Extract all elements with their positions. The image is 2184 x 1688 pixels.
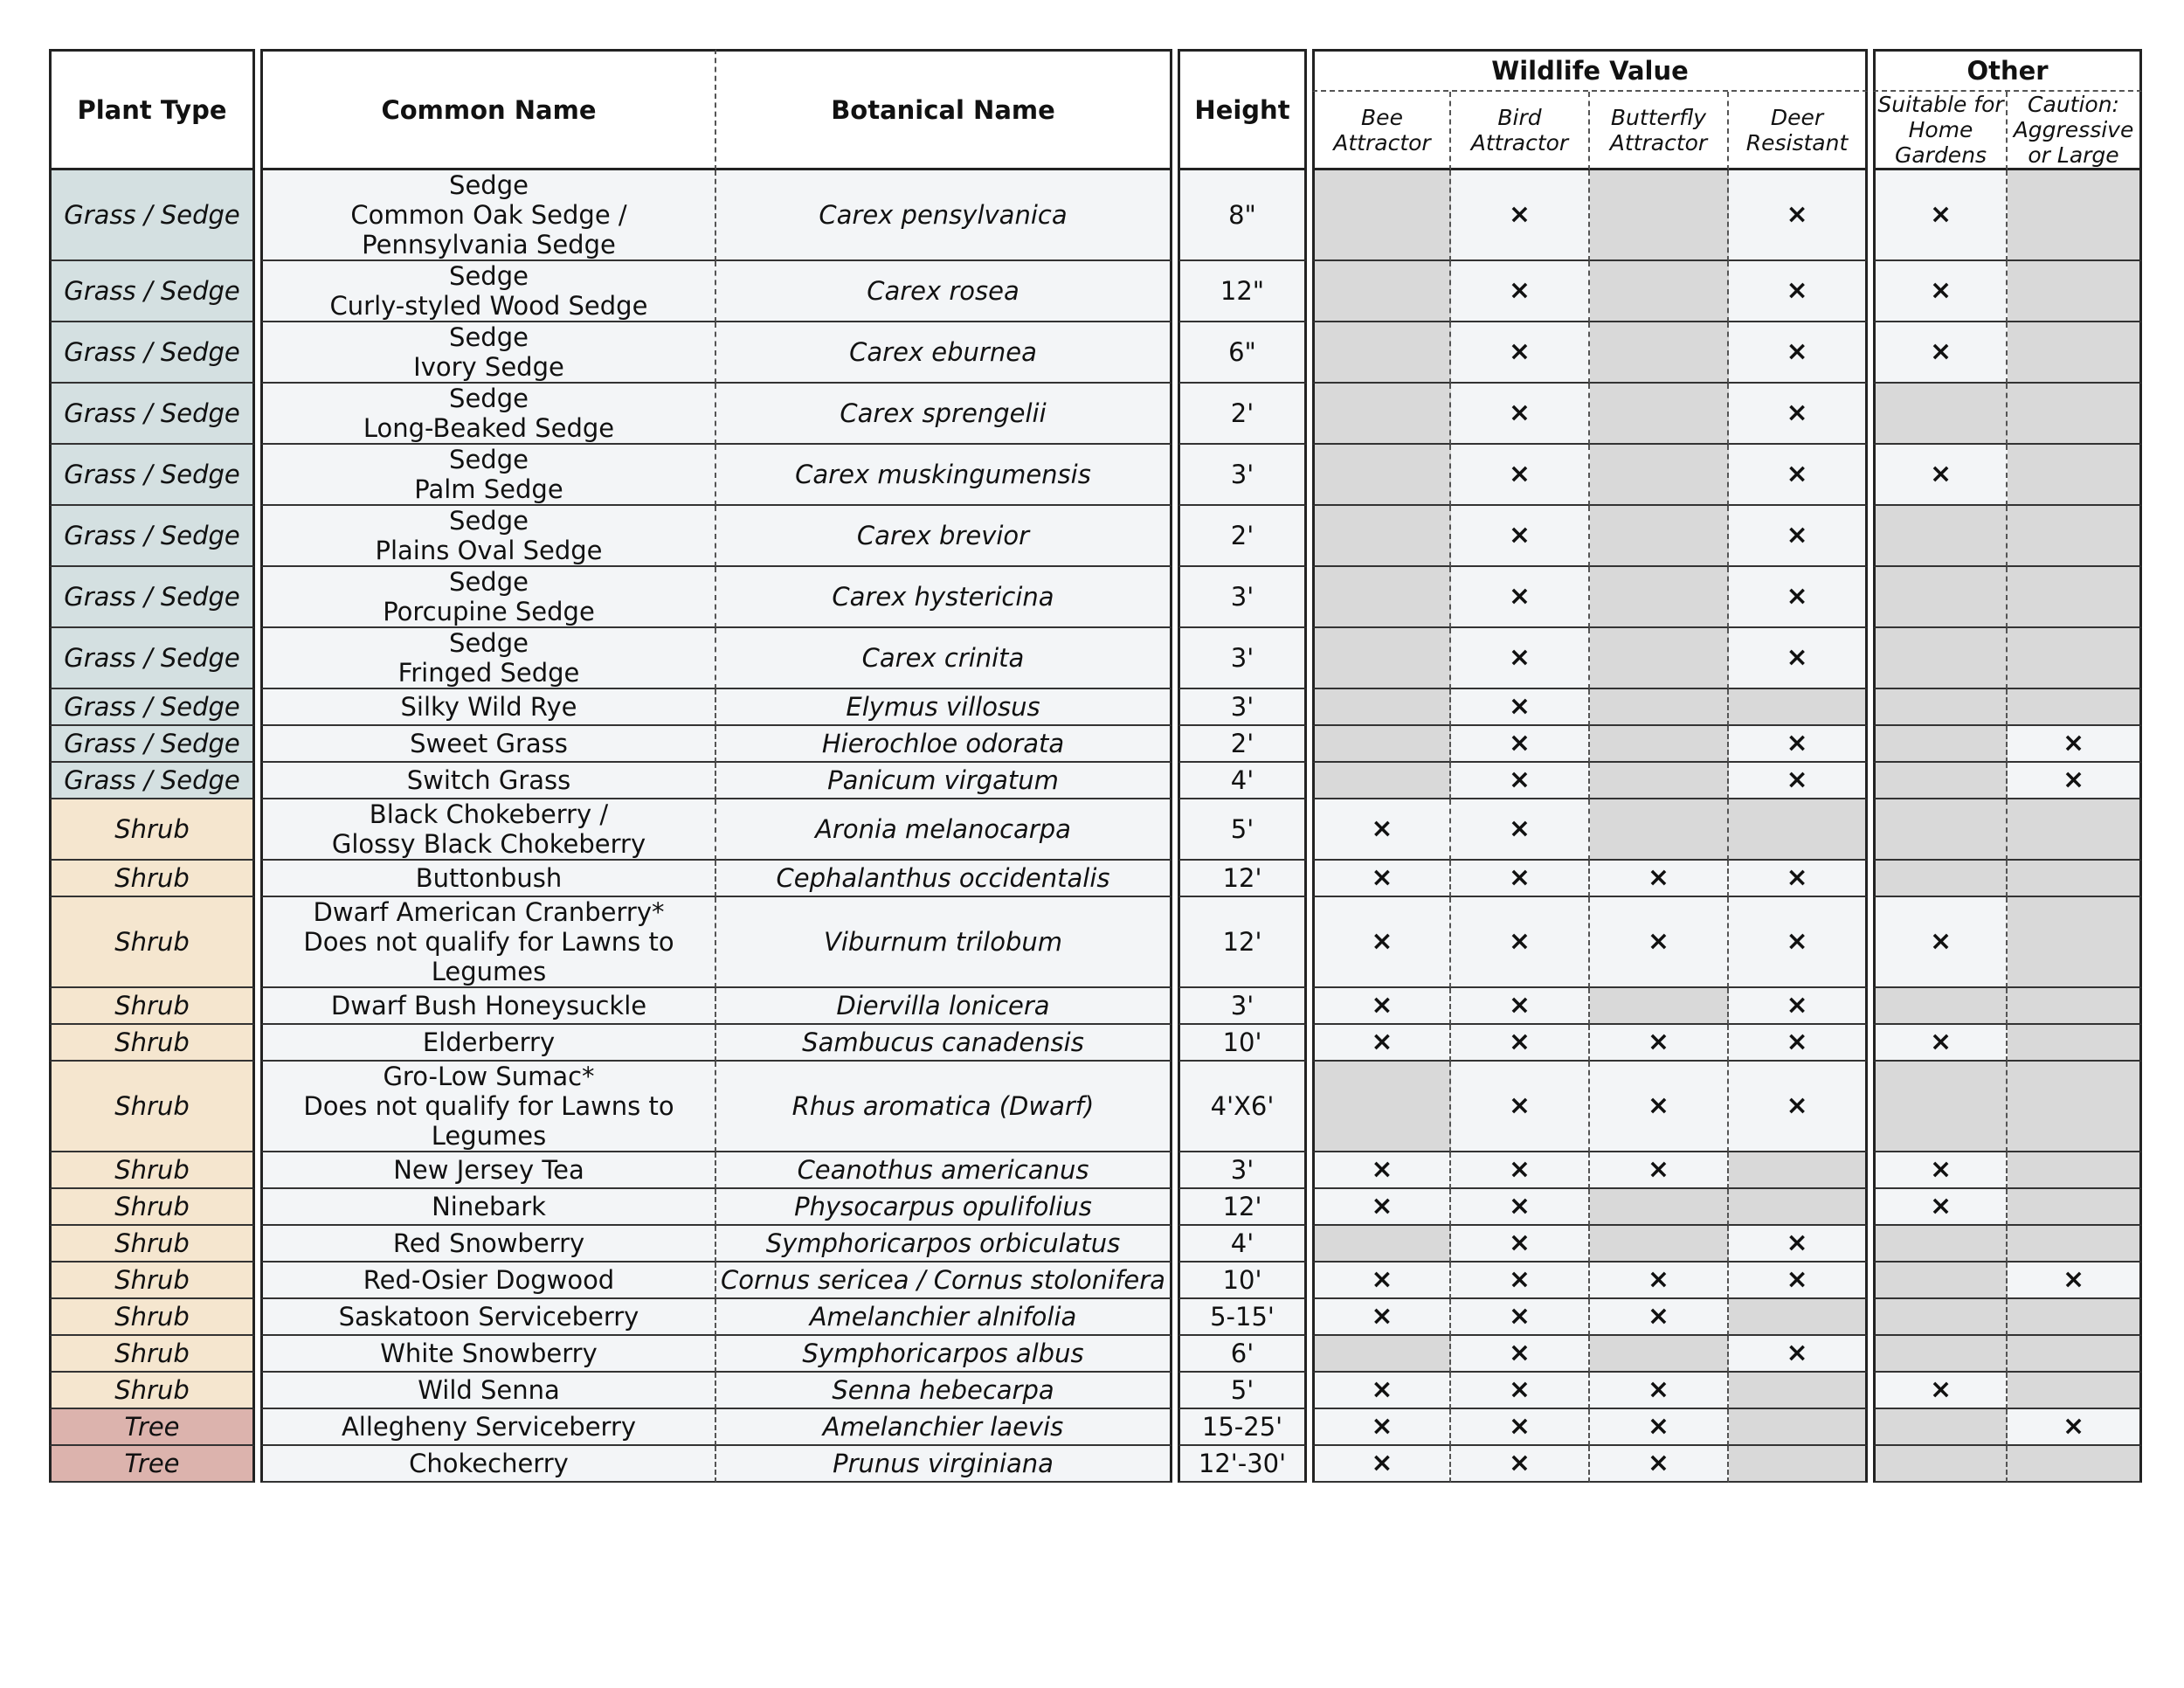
deer-resistant-cell (1729, 1446, 1868, 1483)
plant-type-cell: Shrub (49, 799, 255, 861)
common-name-cell: Silky Wild Rye (260, 689, 716, 726)
header-other: Other (1873, 49, 2142, 92)
bird-attractor-cell: × (1451, 170, 1590, 261)
deer-resistant-cell: × (1729, 1025, 1868, 1062)
caution-aggressive-cell (2008, 322, 2142, 384)
plant-type-cell: Grass / Sedge (49, 506, 255, 567)
plant-type-cell: Grass / Sedge (49, 384, 255, 445)
deer-resistant-cell: × (1729, 897, 1868, 988)
plant-type-cell: Grass / Sedge (49, 567, 255, 628)
plant-row (49, 897, 2142, 988)
plant-row (49, 763, 2142, 799)
deer-resistant-cell: × (1729, 445, 1868, 506)
plant-table (49, 49, 2142, 1483)
common-name-cell: Red Snowberry (260, 1226, 716, 1263)
common-name-cell: Sedge Plains Oval Sedge (260, 506, 716, 567)
deer-resistant-cell: × (1729, 261, 1868, 322)
caution-aggressive-cell (2008, 567, 2142, 628)
common-name-cell: Sedge Porcupine Sedge (260, 567, 716, 628)
home-gardens-cell (1873, 861, 2008, 897)
home-gardens-cell (1873, 1409, 2008, 1446)
height-cell: 3' (1178, 567, 1307, 628)
caution-aggressive-cell (2008, 628, 2142, 689)
plant-row (49, 506, 2142, 567)
deer-resistant-cell (1729, 1373, 1868, 1409)
plant-row (49, 1409, 2142, 1446)
common-name-cell: Allegheny Serviceberry (260, 1409, 716, 1446)
common-name-cell: New Jersey Tea (260, 1152, 716, 1189)
botanical-name-cell: Carex muskingumensis (716, 445, 1172, 506)
common-name-cell: Buttonbush (260, 861, 716, 897)
butterfly-attractor-cell (1590, 322, 1729, 384)
bird-attractor-cell: × (1451, 689, 1590, 726)
plant-type-cell: Grass / Sedge (49, 170, 255, 261)
home-gardens-cell: × (1873, 1152, 2008, 1189)
butterfly-attractor-cell (1590, 567, 1729, 628)
botanical-name-cell: Carex rosea (716, 261, 1172, 322)
home-gardens-cell (1873, 628, 2008, 689)
bee-attractor-cell (1312, 506, 1451, 567)
deer-resistant-cell: × (1729, 1336, 1868, 1373)
home-gardens-cell (1873, 1226, 2008, 1263)
height-cell: 5' (1178, 1373, 1307, 1409)
header-plant-type: Plant Type (49, 49, 255, 170)
bird-attractor-cell: × (1451, 567, 1590, 628)
height-cell: 12'-30' (1178, 1446, 1307, 1483)
bee-attractor-cell: × (1312, 1409, 1451, 1446)
common-name-cell: Chokecherry (260, 1446, 716, 1483)
home-gardens-cell (1873, 506, 2008, 567)
common-name-cell: White Snowberry (260, 1336, 716, 1373)
botanical-name-cell: Carex eburnea (716, 322, 1172, 384)
height-cell: 8" (1178, 170, 1307, 261)
plant-type-cell: Shrub (49, 1226, 255, 1263)
botanical-name-cell: Amelanchier alnifolia (716, 1299, 1172, 1336)
botanical-name-cell: Carex sprengelii (716, 384, 1172, 445)
botanical-name-cell: Sambucus canadensis (716, 1025, 1172, 1062)
botanical-name-cell: Physocarpus opulifolius (716, 1189, 1172, 1226)
common-name-cell: Wild Senna (260, 1373, 716, 1409)
common-name-cell: Black Chokeberry / Glossy Black Chokeberry (260, 799, 716, 861)
home-gardens-cell (1873, 384, 2008, 445)
bird-attractor-cell: × (1451, 799, 1590, 861)
home-gardens-cell (1873, 726, 2008, 763)
butterfly-attractor-cell: × (1590, 1152, 1729, 1189)
bee-attractor-cell (1312, 170, 1451, 261)
home-gardens-cell: × (1873, 445, 2008, 506)
height-cell: 15-25' (1178, 1409, 1307, 1446)
butterfly-attractor-cell (1590, 726, 1729, 763)
plant-type-cell: Shrub (49, 988, 255, 1025)
botanical-name-cell: Elymus villosus (716, 689, 1172, 726)
bird-attractor-cell: × (1451, 445, 1590, 506)
botanical-name-cell: Prunus virginiana (716, 1446, 1172, 1483)
bee-attractor-cell: × (1312, 1373, 1451, 1409)
butterfly-attractor-cell (1590, 689, 1729, 726)
height-cell: 4' (1178, 1226, 1307, 1263)
butterfly-attractor-cell (1590, 384, 1729, 445)
butterfly-attractor-cell: × (1590, 1062, 1729, 1152)
home-gardens-cell: × (1873, 1189, 2008, 1226)
bee-attractor-cell: × (1312, 861, 1451, 897)
botanical-name-cell: Diervilla lonicera (716, 988, 1172, 1025)
height-cell: 3' (1178, 988, 1307, 1025)
caution-aggressive-cell: × (2008, 1263, 2142, 1299)
deer-resistant-cell: × (1729, 628, 1868, 689)
deer-resistant-cell (1729, 689, 1868, 726)
plant-row (49, 170, 2142, 261)
height-cell: 10' (1178, 1263, 1307, 1299)
caution-aggressive-cell (2008, 1062, 2142, 1152)
caution-aggressive-cell (2008, 897, 2142, 988)
caution-aggressive-cell (2008, 261, 2142, 322)
height-cell: 6' (1178, 1336, 1307, 1373)
plant-type-cell: Grass / Sedge (49, 261, 255, 322)
deer-resistant-cell (1729, 1409, 1868, 1446)
home-gardens-cell: × (1873, 1025, 2008, 1062)
botanical-name-cell: Hierochloe odorata (716, 726, 1172, 763)
butterfly-attractor-cell: × (1590, 897, 1729, 988)
common-name-cell: Sedge Palm Sedge (260, 445, 716, 506)
botanical-name-cell: Cephalanthus occidentalis (716, 861, 1172, 897)
botanical-name-cell: Symphoricarpos albus (716, 1336, 1172, 1373)
home-gardens-cell (1873, 689, 2008, 726)
caution-aggressive-cell (2008, 689, 2142, 726)
height-cell: 3' (1178, 1152, 1307, 1189)
bee-attractor-cell: × (1312, 897, 1451, 988)
plant-type-cell: Tree (49, 1446, 255, 1483)
bird-attractor-cell: × (1451, 1189, 1590, 1226)
plant-type-cell: Shrub (49, 1263, 255, 1299)
deer-resistant-cell: × (1729, 726, 1868, 763)
common-name-cell: Dwarf American Cranberry* Does not qualify for Lawns to Legumes (260, 897, 716, 988)
bee-attractor-cell (1312, 1226, 1451, 1263)
height-cell: 4'X6' (1178, 1062, 1307, 1152)
bee-attractor-cell: × (1312, 1025, 1451, 1062)
common-name-cell: Sedge Common Oak Sedge / Pennsylvania Sedge (260, 170, 716, 261)
height-cell: 3' (1178, 628, 1307, 689)
plant-row (49, 861, 2142, 897)
bird-attractor-cell: × (1451, 1299, 1590, 1336)
plant-type-cell: Tree (49, 1409, 255, 1446)
height-cell: 10' (1178, 1025, 1307, 1062)
height-cell: 12' (1178, 861, 1307, 897)
plant-row (49, 689, 2142, 726)
common-name-cell: Sedge Fringed Sedge (260, 628, 716, 689)
height-cell: 12' (1178, 1189, 1307, 1226)
caution-aggressive-cell (2008, 1373, 2142, 1409)
butterfly-attractor-cell: × (1590, 861, 1729, 897)
home-gardens-cell (1873, 567, 2008, 628)
plant-row (49, 1373, 2142, 1409)
home-gardens-cell (1873, 1336, 2008, 1373)
bee-attractor-cell (1312, 1062, 1451, 1152)
bird-attractor-cell: × (1451, 261, 1590, 322)
bee-attractor-cell (1312, 261, 1451, 322)
bee-attractor-cell (1312, 567, 1451, 628)
botanical-name-cell: Symphoricarpos orbiculatus (716, 1226, 1172, 1263)
butterfly-attractor-cell (1590, 1336, 1729, 1373)
header-bee-attractor: Bee Attractor (1312, 92, 1451, 170)
deer-resistant-cell: × (1729, 170, 1868, 261)
caution-aggressive-cell: × (2008, 726, 2142, 763)
butterfly-attractor-cell (1590, 445, 1729, 506)
botanical-name-cell: Aronia melanocarpa (716, 799, 1172, 861)
plant-row (49, 445, 2142, 506)
home-gardens-cell (1873, 1062, 2008, 1152)
header-home-gardens: Suitable for Home Gardens (1873, 92, 2008, 170)
common-name-cell: Sedge Curly-styled Wood Sedge (260, 261, 716, 322)
bee-attractor-cell (1312, 628, 1451, 689)
butterfly-attractor-cell (1590, 628, 1729, 689)
bee-attractor-cell (1312, 689, 1451, 726)
caution-aggressive-cell (2008, 988, 2142, 1025)
plant-row (49, 988, 2142, 1025)
common-name-cell: Gro-Low Sumac* Does not qualify for Lawns to Legumes (260, 1062, 716, 1152)
plant-row (49, 1025, 2142, 1062)
caution-aggressive-cell (2008, 1226, 2142, 1263)
bird-attractor-cell: × (1451, 1373, 1590, 1409)
butterfly-attractor-cell: × (1590, 1373, 1729, 1409)
common-name-cell: Ninebark (260, 1189, 716, 1226)
botanical-name-cell: Rhus aromatica (Dwarf) (716, 1062, 1172, 1152)
butterfly-attractor-cell (1590, 988, 1729, 1025)
deer-resistant-cell: × (1729, 763, 1868, 799)
botanical-name-cell: Ceanothus americanus (716, 1152, 1172, 1189)
plant-row (49, 322, 2142, 384)
butterfly-attractor-cell (1590, 763, 1729, 799)
common-name-cell: Red-Osier Dogwood (260, 1263, 716, 1299)
header-deer-resistant: Deer Resistant (1729, 92, 1868, 170)
bee-attractor-cell: × (1312, 799, 1451, 861)
plant-row (49, 261, 2142, 322)
botanical-name-cell: Amelanchier laevis (716, 1409, 1172, 1446)
bird-attractor-cell: × (1451, 726, 1590, 763)
bird-attractor-cell: × (1451, 1062, 1590, 1152)
common-name-cell: Switch Grass (260, 763, 716, 799)
bird-attractor-cell: × (1451, 1409, 1590, 1446)
bird-attractor-cell: × (1451, 897, 1590, 988)
caution-aggressive-cell (2008, 1336, 2142, 1373)
bee-attractor-cell: × (1312, 1152, 1451, 1189)
bird-attractor-cell: × (1451, 988, 1590, 1025)
deer-resistant-cell (1729, 1299, 1868, 1336)
height-cell: 5' (1178, 799, 1307, 861)
height-cell: 5-15' (1178, 1299, 1307, 1336)
home-gardens-cell: × (1873, 322, 2008, 384)
bee-attractor-cell: × (1312, 1299, 1451, 1336)
home-gardens-cell (1873, 1263, 2008, 1299)
deer-resistant-cell: × (1729, 1062, 1868, 1152)
plant-type-cell: Grass / Sedge (49, 445, 255, 506)
plant-row (49, 1446, 2142, 1483)
butterfly-attractor-cell: × (1590, 1446, 1729, 1483)
header-bird-attractor: Bird Attractor (1451, 92, 1590, 170)
caution-aggressive-cell (2008, 799, 2142, 861)
butterfly-attractor-cell: × (1590, 1025, 1729, 1062)
height-cell: 6" (1178, 322, 1307, 384)
common-name-cell: Saskatoon Serviceberry (260, 1299, 716, 1336)
botanical-name-cell: Carex hystericina (716, 567, 1172, 628)
header-wildlife-value: Wildlife Value (1312, 49, 1868, 92)
common-name-cell: Elderberry (260, 1025, 716, 1062)
plant-row (49, 1152, 2142, 1189)
header-botanical-name: Botanical Name (716, 49, 1172, 170)
deer-resistant-cell: × (1729, 861, 1868, 897)
botanical-name-cell: Carex brevior (716, 506, 1172, 567)
botanical-name-cell: Panicum virgatum (716, 763, 1172, 799)
height-cell: 3' (1178, 445, 1307, 506)
height-cell: 12' (1178, 897, 1307, 988)
plant-type-cell: Shrub (49, 1336, 255, 1373)
caution-aggressive-cell (2008, 861, 2142, 897)
home-gardens-cell (1873, 799, 2008, 861)
plant-row (49, 567, 2142, 628)
deer-resistant-cell: × (1729, 567, 1868, 628)
botanical-name-cell: Viburnum trilobum (716, 897, 1172, 988)
bird-attractor-cell: × (1451, 1226, 1590, 1263)
height-cell: 2' (1178, 726, 1307, 763)
height-cell: 4' (1178, 763, 1307, 799)
header-caution: Caution: Aggressive or Large (2008, 92, 2142, 170)
plant-type-cell: Shrub (49, 1062, 255, 1152)
plant-row (49, 1263, 2142, 1299)
butterfly-attractor-cell: × (1590, 1299, 1729, 1336)
common-name-cell: Dwarf Bush Honeysuckle (260, 988, 716, 1025)
plant-row (49, 1299, 2142, 1336)
botanical-name-cell: Carex crinita (716, 628, 1172, 689)
header-height: Height (1178, 49, 1307, 170)
height-cell: 2' (1178, 384, 1307, 445)
bird-attractor-cell: × (1451, 628, 1590, 689)
deer-resistant-cell: × (1729, 322, 1868, 384)
home-gardens-cell (1873, 1299, 2008, 1336)
botanical-name-cell: Cornus sericea / Cornus stolonifera (716, 1263, 1172, 1299)
bird-attractor-cell: × (1451, 1446, 1590, 1483)
botanical-name-cell: Senna hebecarpa (716, 1373, 1172, 1409)
common-name-cell: Sedge Long-Beaked Sedge (260, 384, 716, 445)
bee-attractor-cell (1312, 445, 1451, 506)
deer-resistant-cell: × (1729, 384, 1868, 445)
height-cell: 2' (1178, 506, 1307, 567)
home-gardens-cell (1873, 763, 2008, 799)
deer-resistant-cell: × (1729, 506, 1868, 567)
bird-attractor-cell: × (1451, 763, 1590, 799)
header-butterfly-attractor: Butterfly Attractor (1590, 92, 1729, 170)
caution-aggressive-cell: × (2008, 1409, 2142, 1446)
plant-type-cell: Shrub (49, 1189, 255, 1226)
plant-type-cell: Grass / Sedge (49, 763, 255, 799)
height-cell: 12" (1178, 261, 1307, 322)
bird-attractor-cell: × (1451, 506, 1590, 567)
caution-aggressive-cell (2008, 384, 2142, 445)
bee-attractor-cell (1312, 1336, 1451, 1373)
caution-aggressive-cell (2008, 170, 2142, 261)
home-gardens-cell (1873, 988, 2008, 1025)
plant-type-cell: Grass / Sedge (49, 689, 255, 726)
bird-attractor-cell: × (1451, 1336, 1590, 1373)
plant-row (49, 628, 2142, 689)
height-cell: 3' (1178, 689, 1307, 726)
plant-row (49, 1062, 2142, 1152)
plant-type-cell: Shrub (49, 1299, 255, 1336)
common-name-cell: Sweet Grass (260, 726, 716, 763)
bird-attractor-cell: × (1451, 1263, 1590, 1299)
caution-aggressive-cell (2008, 1152, 2142, 1189)
bird-attractor-cell: × (1451, 1025, 1590, 1062)
caution-aggressive-cell (2008, 1025, 2142, 1062)
caution-aggressive-cell (2008, 1446, 2142, 1483)
home-gardens-cell: × (1873, 897, 2008, 988)
caution-aggressive-cell (2008, 1189, 2142, 1226)
bee-attractor-cell (1312, 384, 1451, 445)
plant-type-cell: Shrub (49, 1373, 255, 1409)
plant-row (49, 726, 2142, 763)
deer-resistant-cell (1729, 1189, 1868, 1226)
bee-attractor-cell (1312, 726, 1451, 763)
plant-row (49, 1226, 2142, 1263)
caution-aggressive-cell (2008, 1299, 2142, 1336)
bee-attractor-cell (1312, 322, 1451, 384)
plant-row (49, 1189, 2142, 1226)
butterfly-attractor-cell: × (1590, 1409, 1729, 1446)
butterfly-attractor-cell (1590, 1226, 1729, 1263)
plant-row (49, 384, 2142, 445)
plant-type-cell: Grass / Sedge (49, 726, 255, 763)
common-name-cell: Sedge Ivory Sedge (260, 322, 716, 384)
bird-attractor-cell: × (1451, 384, 1590, 445)
butterfly-attractor-cell (1590, 799, 1729, 861)
butterfly-attractor-cell (1590, 261, 1729, 322)
deer-resistant-cell: × (1729, 1226, 1868, 1263)
header-common-name: Common Name (260, 49, 716, 170)
plant-type-cell: Shrub (49, 1025, 255, 1062)
botanical-name-cell: Carex pensylvanica (716, 170, 1172, 261)
bee-attractor-cell: × (1312, 1189, 1451, 1226)
butterfly-attractor-cell (1590, 170, 1729, 261)
deer-resistant-cell: × (1729, 988, 1868, 1025)
deer-resistant-cell: × (1729, 1263, 1868, 1299)
caution-aggressive-cell (2008, 445, 2142, 506)
plant-type-cell: Shrub (49, 897, 255, 988)
bird-attractor-cell: × (1451, 861, 1590, 897)
plant-type-cell: Shrub (49, 861, 255, 897)
bird-attractor-cell: × (1451, 1152, 1590, 1189)
caution-aggressive-cell: × (2008, 763, 2142, 799)
plant-type-cell: Grass / Sedge (49, 322, 255, 384)
bee-attractor-cell: × (1312, 1263, 1451, 1299)
butterfly-attractor-cell (1590, 506, 1729, 567)
bee-attractor-cell (1312, 763, 1451, 799)
butterfly-attractor-cell: × (1590, 1263, 1729, 1299)
plant-row (49, 1336, 2142, 1373)
butterfly-attractor-cell (1590, 1189, 1729, 1226)
plant-type-cell: Grass / Sedge (49, 628, 255, 689)
caution-aggressive-cell (2008, 506, 2142, 567)
bird-attractor-cell: × (1451, 322, 1590, 384)
deer-resistant-cell (1729, 1152, 1868, 1189)
bee-attractor-cell: × (1312, 988, 1451, 1025)
home-gardens-cell: × (1873, 1373, 2008, 1409)
home-gardens-cell (1873, 1446, 2008, 1483)
plant-type-cell: Shrub (49, 1152, 255, 1189)
plant-row (49, 799, 2142, 861)
bee-attractor-cell: × (1312, 1446, 1451, 1483)
home-gardens-cell: × (1873, 170, 2008, 261)
deer-resistant-cell (1729, 799, 1868, 861)
home-gardens-cell: × (1873, 261, 2008, 322)
